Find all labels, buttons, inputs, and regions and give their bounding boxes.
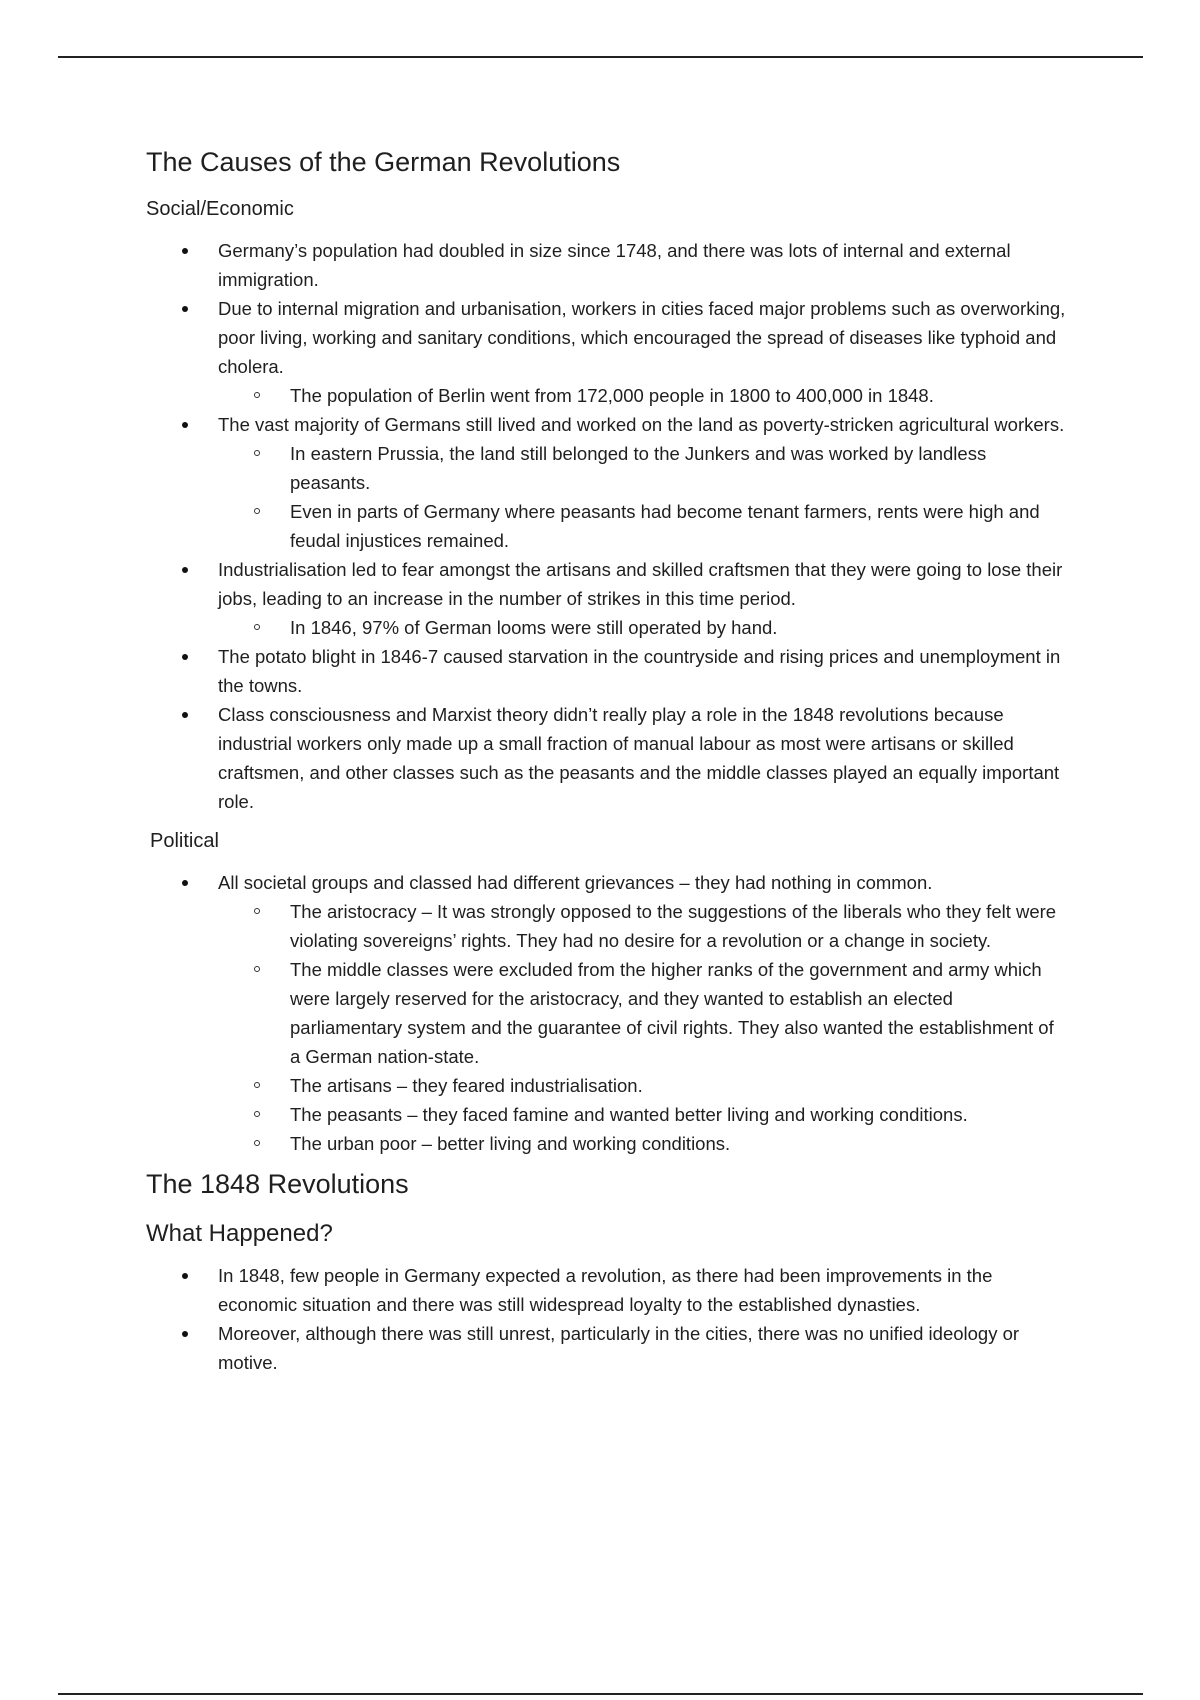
bullet-icon <box>182 567 188 573</box>
list-item-text: The potato blight in 1846-7 caused starvation in the countryside and rising prices and unemployment in the towns. <box>218 645 1061 696</box>
sub-list-item <box>218 1071 1066 1100</box>
circle-bullet-icon <box>254 450 260 456</box>
sub-list <box>218 381 1066 410</box>
footer-rule <box>58 1693 1143 1695</box>
list-item-text: Moreover, although there was still unrest, particularly in the cities, there was no unified ideology or motive. <box>218 1322 1020 1373</box>
circle-bullet-icon <box>254 624 260 630</box>
social-list <box>146 236 1066 816</box>
bullet-icon <box>182 1331 188 1337</box>
circle-bullet-icon <box>254 966 260 972</box>
sub-list-item-text: The middle classes were excluded from the higher ranks of the government and army which were largely reserved for the aristocracy, and they wanted to establish an elected parliamentary system and the guarantee of civil rights. They also wanted the establishment of a German nation-state. <box>290 958 1054 1067</box>
bullet-icon <box>182 422 188 428</box>
list-item <box>146 294 1066 410</box>
sub-list <box>218 439 1066 555</box>
bullet-icon <box>182 712 188 718</box>
page-title: The Causes of the German Revolutions <box>146 147 621 177</box>
sub-list-item-text: The urban poor – better living and working conditions. <box>290 1132 731 1154</box>
bullet-icon <box>182 880 188 886</box>
circle-bullet-icon <box>254 1140 260 1146</box>
sub-list-item-text: The population of Berlin went from 172,000 people in 1800 to 400,000 in 1848. <box>290 384 934 406</box>
section-title-1848: The 1848 Revolutions <box>146 1168 409 1199</box>
document-body <box>146 146 1066 1387</box>
sub-list-item <box>218 955 1066 1071</box>
sub-list-item-text: In eastern Prussia, the land still belonged to the Junkers and was worked by landless peasants. <box>290 442 987 493</box>
list-item <box>146 868 1066 1158</box>
sub-list-item-text: In 1846, 97% of German looms were still operated by hand. <box>290 616 778 638</box>
sub-list-item-text: The aristocracy – It was strongly opposed to the suggestions of the liberals who they felt were violating sovereigns’ rights. They had no desire for a revolution or a change in society. <box>290 900 1057 951</box>
sub-list-item-text: Even in parts of Germany where peasants had become tenant farmers, rents were high and feudal injustices remained. <box>290 500 1040 551</box>
sub-list-item-text: The artisans – they feared industrialisation. <box>290 1074 643 1096</box>
bullet-icon <box>182 306 188 312</box>
list-item-text: In 1848, few people in Germany expected a revolution, as there had been improvements in the economic situation and there was still widespread loyalty to the established dynasties. <box>218 1264 993 1315</box>
sub-list-item-text: The peasants – they faced famine and wanted better living and working conditions. <box>290 1103 968 1125</box>
list-item-text: All societal groups and classed had different grievances – they had nothing in common. <box>218 871 933 893</box>
list-item <box>146 642 1066 700</box>
circle-bullet-icon <box>254 392 260 398</box>
sub-list <box>218 897 1066 1158</box>
political-list <box>146 868 1066 1158</box>
sub-list-item <box>218 497 1066 555</box>
circle-bullet-icon <box>254 508 260 514</box>
happened-list <box>146 1261 1066 1377</box>
header-rule <box>58 56 1143 58</box>
list-item <box>146 236 1066 294</box>
bullet-icon <box>182 1273 188 1279</box>
sub-list-item <box>218 439 1066 497</box>
section-heading-happened: What Happened? <box>146 1219 333 1247</box>
list-item-text: Due to internal migration and urbanisation, workers in cities faced major problems such as overworking, poor living, working and sanitary conditions, which encouraged the spread of diseases like typhoid and cholera. <box>218 297 1066 377</box>
sub-list-item <box>218 1100 1066 1129</box>
list-item-text: Class consciousness and Marxist theory didn’t really play a role in the 1848 revolutions because industrial workers only made up a small fraction of manual labour as most were artisans or skilled craftsmen, and other classes such as the peasants and the middle classes played an equally important role. <box>218 703 1060 812</box>
list-item-text: The vast majority of Germans still lived and worked on the land as poverty-stricken agricultural workers. <box>218 413 1065 435</box>
sub-list-item <box>218 1129 1066 1158</box>
circle-bullet-icon <box>254 1082 260 1088</box>
sub-list <box>218 613 1066 642</box>
section-heading-political: Political <box>150 829 219 852</box>
sub-list-item <box>218 613 1066 642</box>
sub-list-item <box>218 897 1066 955</box>
bullet-icon <box>182 248 188 254</box>
list-item <box>146 1319 1066 1377</box>
list-item-text: Germany’s population had doubled in size since 1748, and there was lots of internal and external immigration. <box>218 239 1011 290</box>
list-item <box>146 1261 1066 1319</box>
circle-bullet-icon <box>254 908 260 914</box>
section-heading-social: Social/Economic <box>146 197 294 220</box>
bullet-icon <box>182 654 188 660</box>
sub-list-item <box>218 381 1066 410</box>
circle-bullet-icon <box>254 1111 260 1117</box>
list-item <box>146 700 1066 816</box>
list-item-text: Industrialisation led to fear amongst the artisans and skilled craftsmen that they were going to lose their jobs, leading to an increase in the number of strikes in this time period. <box>218 558 1063 609</box>
list-item <box>146 555 1066 642</box>
list-item <box>146 410 1066 555</box>
